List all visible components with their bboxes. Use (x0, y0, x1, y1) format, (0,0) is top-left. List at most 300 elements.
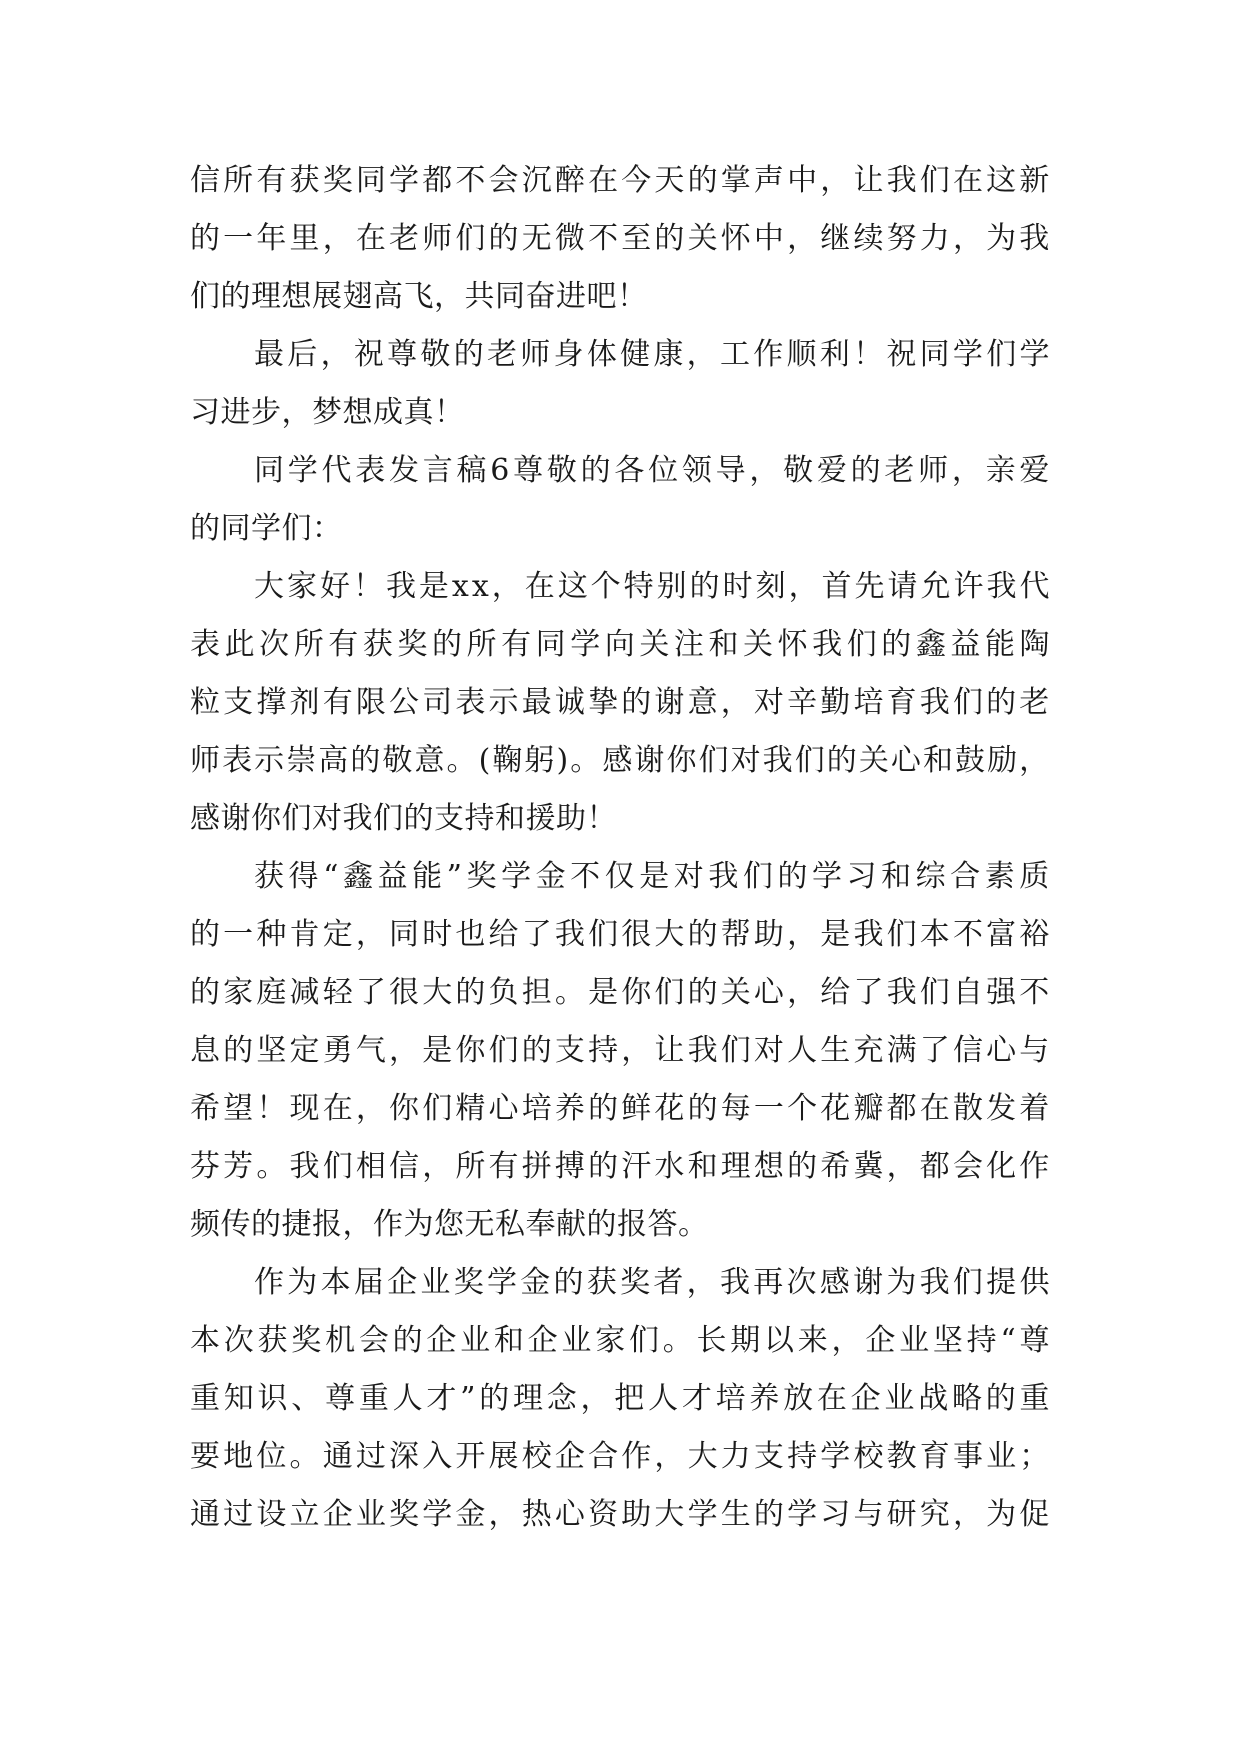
text-char: 掌 (720, 163, 752, 198)
text-char: 汗 (621, 1149, 652, 1184)
text-char: 坚 (932, 1323, 964, 1358)
text-char: 通 (190, 1497, 221, 1532)
text-char: ) (556, 743, 569, 778)
text-char: ” (446, 859, 463, 894)
text-char: 的 (190, 221, 221, 256)
text-char: 老 (389, 221, 420, 256)
text-char: 在 (588, 163, 619, 198)
text-char: 作 (254, 1265, 285, 1300)
text-char: 获 (586, 1265, 618, 1300)
text-char: 高 (318, 743, 349, 778)
text-char: 在 (919, 1091, 951, 1126)
text-char: 利 (819, 337, 851, 372)
text-char: 无 (521, 221, 553, 256)
text-char: 企 (554, 1439, 586, 1474)
text-char: 这 (557, 569, 589, 604)
text-char: 和 (922, 743, 954, 778)
text-char: 辛 (787, 685, 818, 720)
text-char: 是 (639, 859, 670, 894)
text-char: 谢 (634, 743, 665, 778)
text-char: 我 (886, 163, 918, 198)
text-char: 不 (455, 163, 486, 198)
text-char: 你 (666, 743, 697, 778)
text-char: 大 (687, 1439, 719, 1474)
text-char: 对 (753, 1033, 785, 1068)
text-char: ， (389, 1033, 420, 1068)
text-char: 师 (190, 743, 221, 778)
text-char: 支 (554, 1033, 586, 1068)
text-char: 心 (488, 1091, 520, 1126)
text-char: 代 (1019, 569, 1050, 604)
text-char: 次 (259, 627, 290, 662)
text-char: 意 (414, 743, 445, 778)
text-char: 略 (951, 1381, 983, 1416)
text-char: 的 (588, 1091, 619, 1126)
text-char: 个 (590, 569, 622, 604)
text-char: 业 (986, 1439, 1017, 1474)
text-char: 持 (966, 1323, 998, 1358)
text-char: 我 (687, 1033, 719, 1068)
text-char: 都 (919, 1149, 951, 1184)
line-text: 感谢你们对我们的支持和援助！ (190, 801, 617, 836)
text-char: 们 (322, 1149, 354, 1184)
text-char: 表 (190, 627, 221, 662)
text-char: 设 (256, 1497, 287, 1532)
text-char: 希 (190, 1091, 221, 1126)
text-char: 家 (286, 569, 318, 604)
text-char: ！ (256, 1091, 287, 1126)
text-char: ， (720, 685, 752, 720)
text-line (190, 442, 1050, 500)
text-char: 一 (753, 1091, 785, 1126)
text-char: 与 (853, 1497, 884, 1532)
text-char: 师 (918, 453, 949, 488)
text-char: 刻 (755, 569, 787, 604)
text-char: 家 (223, 975, 254, 1010)
text-char: 的 (787, 1149, 818, 1184)
text-char: 气 (355, 1033, 387, 1068)
text-char: 首 (821, 569, 853, 604)
text-char: 定 (289, 1033, 321, 1068)
text-char: 关 (720, 975, 752, 1010)
text-char: 着 (1019, 1091, 1050, 1126)
text-char: 们 (742, 859, 774, 894)
text-char: 尊 (387, 337, 418, 372)
text-char: 大 (654, 1497, 685, 1532)
text-char: 康 (653, 337, 684, 372)
text-char: 粒 (190, 685, 221, 720)
text-char: 祝 (886, 337, 917, 372)
text-char: ， (491, 569, 523, 604)
text-char: ； (1019, 1439, 1050, 1474)
text-line (190, 1486, 1050, 1544)
text-char: 散 (952, 1091, 984, 1126)
text-char: 和 (493, 1323, 525, 1358)
text-char: 校 (853, 1439, 884, 1474)
text-char: 最 (254, 337, 285, 372)
text-char: 学 (820, 1439, 851, 1474)
text-char: 会 (488, 163, 520, 198)
text-char: 究 (919, 1497, 951, 1532)
text-char: 企 (387, 1265, 418, 1300)
text-char: 提 (986, 1265, 1017, 1300)
text-char: ， (488, 1497, 520, 1532)
text-char: x (471, 569, 490, 604)
text-char: 育 (919, 1439, 951, 1474)
text-line (190, 848, 1050, 906)
text-char: ， (1019, 743, 1050, 778)
text-char: 为 (886, 1265, 917, 1300)
text-char: 们 (886, 917, 918, 952)
text-char: ， (787, 221, 818, 256)
text-char: ！ (853, 337, 884, 372)
text-char: 人 (648, 1381, 679, 1416)
text-char: 们 (455, 221, 486, 256)
text-char: 深 (389, 1439, 420, 1474)
text-char: 每 (720, 1091, 752, 1126)
text-char: 冀 (853, 1149, 884, 1184)
text-char: 此 (224, 627, 256, 662)
text-char: 时 (422, 917, 453, 952)
text-char: 同 (254, 453, 285, 488)
text-char: 有 (322, 685, 354, 720)
text-char: 的 (689, 569, 721, 604)
text-char: 我 (853, 917, 884, 952)
text-char: 金 (535, 859, 567, 894)
text-char: 化 (986, 1149, 1017, 1184)
text-char: 信 (952, 1033, 984, 1068)
text-char: 来 (797, 1323, 829, 1358)
text-line (190, 558, 1050, 616)
text-char: 同 (535, 627, 567, 662)
text-char: 时 (722, 569, 754, 604)
text-char: 理 (513, 1381, 544, 1416)
text-char: 企 (426, 1323, 457, 1358)
text-char: 的 (985, 1381, 1017, 1416)
text-char: ( (478, 743, 491, 778)
text-char: 尊 (1019, 1323, 1050, 1358)
text-char: 们 (919, 975, 951, 1010)
text-char: 学 (501, 859, 532, 894)
text-char: 在 (322, 1091, 354, 1126)
text-char: 的 (654, 221, 685, 256)
text-line (190, 1254, 1050, 1312)
text-char: 关 (639, 627, 670, 662)
text-line (190, 906, 1050, 964)
text-char: 本 (919, 917, 951, 952)
text-char: 有 (488, 1149, 520, 1184)
text-char: 重 (190, 1381, 221, 1416)
text-char: 奖 (291, 1323, 322, 1358)
text-char: 学 (570, 627, 601, 662)
text-char: 许 (953, 569, 984, 604)
text-char: 的 (687, 163, 719, 198)
text-char: 鑫 (915, 627, 947, 662)
text-char: 向 (604, 627, 636, 662)
text-char: 定 (322, 917, 354, 952)
text-char: 我 (385, 569, 417, 604)
text-char: 的 (986, 685, 1017, 720)
line-text: 的同学们： (190, 511, 343, 546)
text-char: 的 (588, 1149, 619, 1184)
text-char: ， (787, 917, 818, 952)
text-char: 养 (554, 1091, 586, 1126)
text-char: 的 (777, 859, 808, 894)
text-char: 培 (853, 685, 884, 720)
text-char: 业 (884, 1381, 915, 1416)
text-char: 有 (256, 163, 287, 198)
line-text: 习进步，梦想成真！ (190, 395, 465, 430)
text-char: 你 (621, 975, 652, 1010)
text-char: 崇 (286, 743, 317, 778)
text-char: 届 (353, 1265, 385, 1300)
text-line (190, 790, 1050, 848)
text-char: 们 (846, 627, 878, 662)
text-char: 与 (1019, 1033, 1050, 1068)
text-char: 念 (546, 1381, 578, 1416)
text-char: 地 (223, 1439, 254, 1474)
text-char: 的 (392, 1323, 424, 1358)
text-char: 充 (853, 1033, 884, 1068)
text-char: 6 (490, 453, 510, 488)
text-char: 的 (850, 453, 882, 488)
text-char: 了 (521, 917, 553, 952)
text-char: 们 (654, 975, 685, 1010)
text-char: 先 (854, 569, 886, 604)
text-char: 意 (687, 685, 719, 720)
text-char: 校 (521, 1439, 553, 1474)
text-char: 我 (762, 743, 794, 778)
text-line (190, 268, 1050, 326)
text-char: 躬 (524, 743, 555, 778)
text-char: 我 (1019, 221, 1050, 256)
text-char: 不 (952, 917, 984, 952)
text-char: 满 (886, 1033, 918, 1068)
text-char: 发 (986, 1091, 1017, 1126)
text-char: 在 (524, 569, 556, 604)
text-char: 轻 (322, 975, 354, 1010)
text-char: 声 (753, 163, 785, 198)
text-char: 合 (588, 1439, 619, 1474)
text-char: 瓣 (853, 1091, 884, 1126)
text-char: 的 (190, 917, 221, 952)
text-char: 再 (753, 1265, 784, 1300)
text-char: 们 (488, 1033, 520, 1068)
text-char: 持 (787, 1439, 818, 1474)
text-char: 身 (553, 337, 585, 372)
text-char: 本 (320, 1265, 352, 1300)
text-char: 的 (488, 221, 520, 256)
text-char: 学 (1019, 337, 1050, 372)
text-char: ， (686, 337, 718, 372)
text-char: ， (621, 1033, 652, 1068)
text-char: 质 (1019, 859, 1050, 894)
text-char: ， (951, 453, 983, 488)
text-char: 感 (819, 1265, 851, 1300)
text-char: 奖 (397, 627, 428, 662)
text-char: 担 (521, 975, 553, 1010)
text-char: 感 (602, 743, 633, 778)
text-char: 们 (628, 1323, 660, 1358)
text-char: 好 (319, 569, 351, 604)
text-char: 陶 (1019, 627, 1050, 662)
text-char: 想 (753, 1149, 785, 1184)
text-char: 信 (389, 1149, 420, 1184)
text-char: 我 (919, 685, 951, 720)
text-char: 对 (753, 685, 785, 720)
text-line (190, 152, 1050, 210)
text-char: 尊 (513, 453, 544, 488)
text-line (190, 616, 1050, 674)
text-char: 养 (749, 1381, 780, 1416)
text-line (190, 674, 1050, 732)
text-char: 很 (389, 975, 420, 1010)
text-char: 的 (753, 1497, 785, 1532)
text-char: 本 (190, 1323, 221, 1358)
text-char: 里 (289, 221, 321, 256)
text-char: 领 (681, 453, 713, 488)
text-char: ， (787, 975, 818, 1010)
text-char: x (451, 569, 470, 604)
text-char: 的 (621, 685, 652, 720)
text-char: 培 (521, 1091, 553, 1126)
text-char: 奖 (466, 859, 498, 894)
text-char: “ (323, 859, 339, 894)
text-char: 获 (289, 163, 321, 198)
text-char: 关 (858, 743, 890, 778)
text-char: 心 (753, 975, 785, 1010)
text-char: 业 (420, 1265, 451, 1300)
text-char: 强 (986, 975, 1017, 1010)
text-char: 们 (794, 743, 826, 778)
text-char: 表 (355, 453, 386, 488)
text-char: 习 (820, 1497, 851, 1532)
text-char: ， (952, 221, 984, 256)
text-char: 不 (570, 859, 601, 894)
text-char: 是 (588, 975, 619, 1010)
text-char: 热 (521, 1497, 553, 1532)
text-char: 了 (355, 975, 387, 1010)
text-char: 要 (190, 1439, 221, 1474)
document-body (190, 152, 1050, 1544)
text-char: 的 (580, 453, 612, 488)
text-char: 鼓 (955, 743, 986, 778)
text-char: 学 (389, 163, 420, 198)
text-char: 习 (846, 859, 878, 894)
text-char: 会 (358, 1323, 390, 1358)
text-char: 助 (621, 1497, 652, 1532)
text-char: ， (831, 1323, 863, 1358)
text-char: 仅 (604, 859, 636, 894)
text-char: 谢 (654, 685, 685, 720)
text-char: 鲜 (621, 1091, 652, 1126)
text-char: 生 (720, 1497, 752, 1532)
text-char: 战 (918, 1381, 949, 1416)
text-line (190, 1138, 1050, 1196)
text-char: 的 (479, 1381, 510, 1416)
text-char: 是 (418, 569, 450, 604)
text-char: 的 (687, 975, 719, 1010)
text-char: 勤 (820, 685, 851, 720)
text-char: 在 (355, 221, 387, 256)
text-char: 我 (289, 1149, 321, 1184)
text-char: 天 (654, 163, 685, 198)
text-char: 稿 (456, 453, 487, 488)
text-char: 才 (426, 1381, 457, 1416)
text-char: 大 (422, 975, 453, 1010)
text-char: 搏 (554, 1149, 586, 1184)
text-char: 大 (654, 917, 685, 952)
text-char: 重 (358, 1381, 390, 1416)
text-char: 新 (1019, 163, 1050, 198)
text-char: 通 (322, 1439, 354, 1474)
text-char: 续 (853, 221, 884, 256)
text-char: 挚 (588, 685, 619, 720)
text-char: 综 (915, 859, 947, 894)
text-char: 作 (753, 337, 784, 372)
text-char: 微 (554, 221, 586, 256)
text-char: 剂 (289, 685, 321, 720)
text-char: 支 (753, 1439, 785, 1474)
text-char: 机 (325, 1323, 356, 1358)
text-char: 合 (950, 859, 981, 894)
text-char: 都 (886, 1091, 918, 1126)
text-char: 鞠 (492, 743, 523, 778)
text-char: 们 (698, 743, 729, 778)
text-char: 示 (254, 743, 285, 778)
text-char: 的 (223, 1033, 254, 1068)
text-char: 有 (501, 627, 532, 662)
text-char: ， (355, 1091, 387, 1126)
text-char: 相 (355, 1149, 387, 1184)
text-char: 位 (648, 453, 679, 488)
text-char: 敬 (420, 337, 451, 372)
text-char: 为 (986, 221, 1017, 256)
text-char: 和 (708, 627, 739, 662)
text-char: 放 (783, 1381, 814, 1416)
text-char: 顺 (786, 337, 817, 372)
text-char: 注 (673, 627, 705, 662)
text-char: 你 (389, 1091, 420, 1126)
text-char: 关 (687, 221, 719, 256)
text-char: 。 (554, 975, 586, 1010)
text-char: ” (460, 1381, 476, 1416)
text-char: 者 (653, 1265, 684, 1300)
text-char: 们 (588, 917, 619, 952)
text-char: 们 (720, 1033, 752, 1068)
text-char: 企 (865, 1323, 896, 1358)
text-line (190, 210, 1050, 268)
text-char: 的 (190, 975, 221, 1010)
text-char: 们 (952, 1265, 984, 1300)
text-char: “ (1000, 1323, 1017, 1358)
text-char: 体 (586, 337, 618, 372)
text-char: 花 (654, 1091, 685, 1126)
text-char: 现 (289, 1091, 321, 1126)
text-char: 水 (654, 1149, 685, 1184)
text-char: 撑 (256, 685, 287, 720)
text-char: 人 (392, 1381, 424, 1416)
text-char: 老 (486, 337, 518, 372)
text-char: 爱 (1019, 453, 1050, 488)
text-char: 很 (621, 917, 652, 952)
text-char: 助 (753, 917, 785, 952)
text-char: 业 (460, 1323, 491, 1358)
text-char: 们 (919, 163, 951, 198)
text-char: 的 (881, 627, 912, 662)
text-char: 。 (446, 743, 477, 778)
text-char: 同 (355, 163, 387, 198)
